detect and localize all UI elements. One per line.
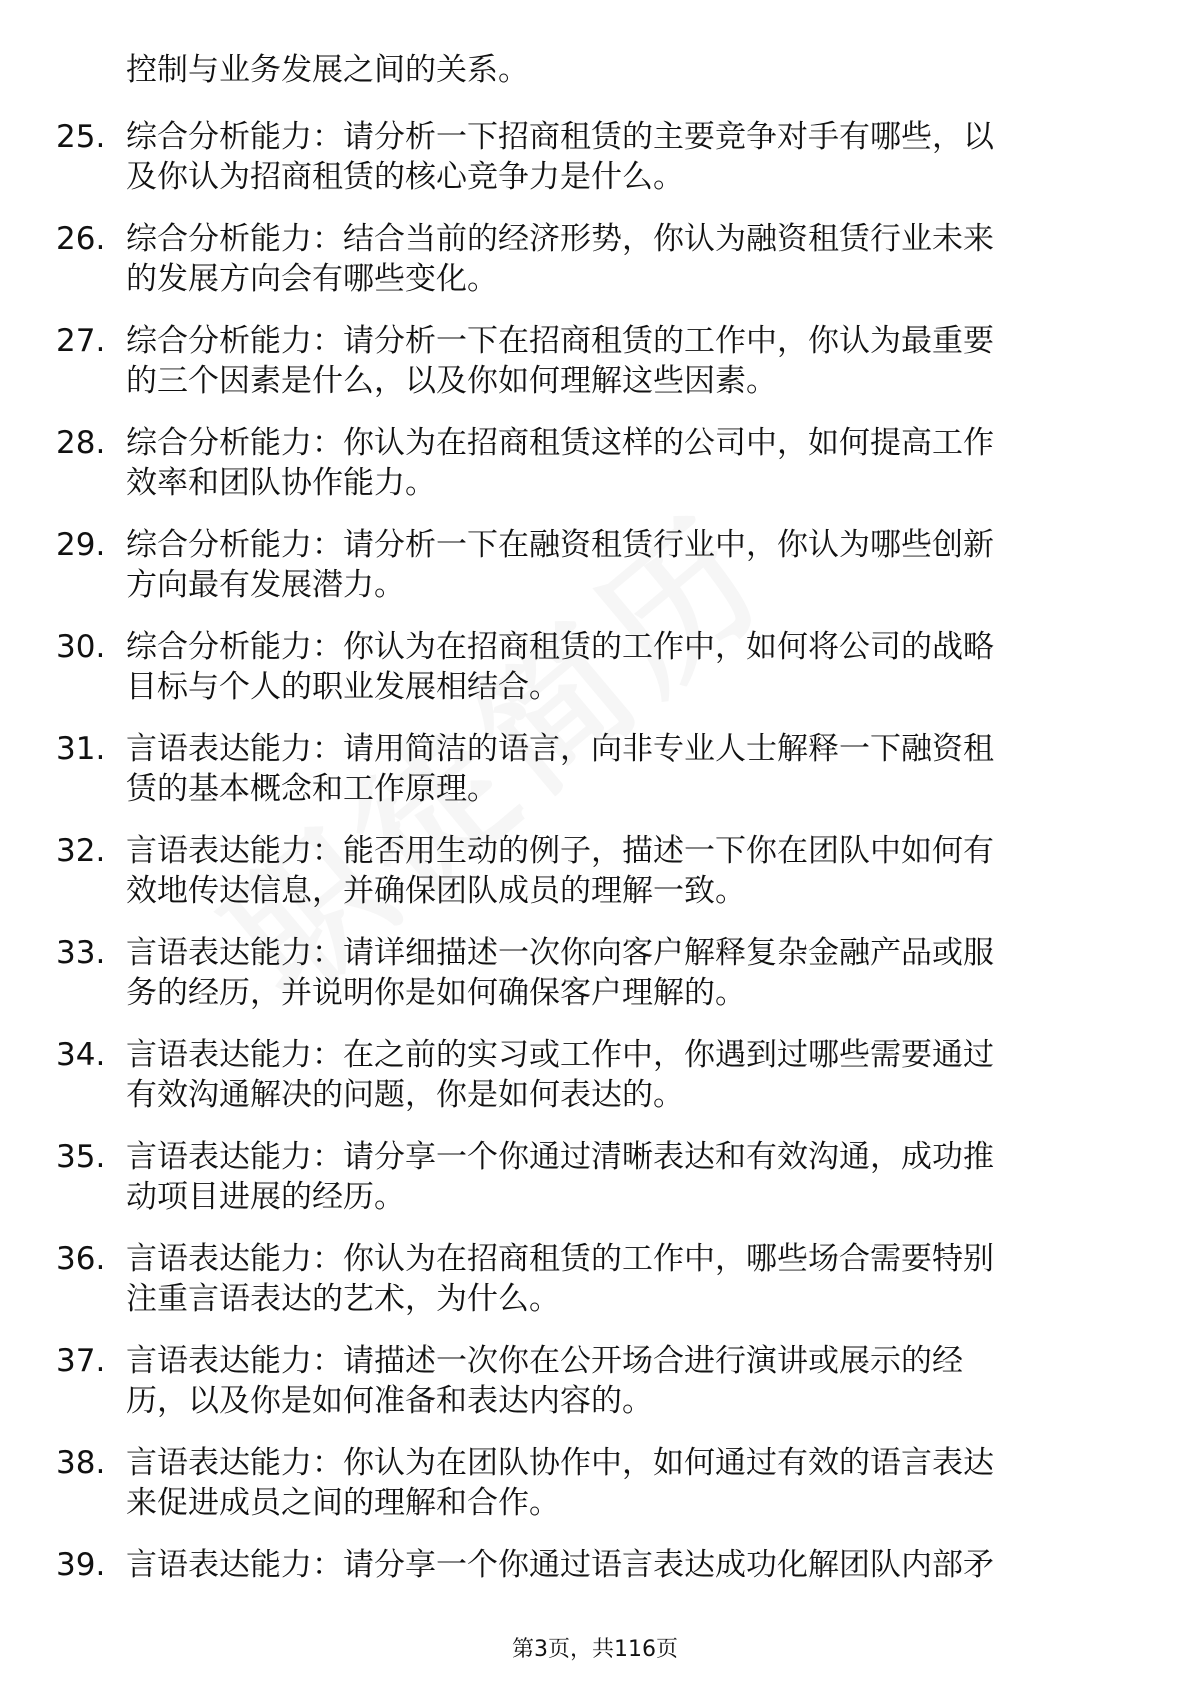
item-number: 38. [56, 1445, 106, 1481]
list-item [0, 933, 1190, 1035]
list-item [0, 729, 1190, 831]
item-number: 34. [56, 1037, 106, 1073]
list-item [0, 627, 1190, 729]
item-text [126, 525, 1136, 605]
item-line: 效率和团队协作能力。 [126, 465, 436, 501]
item-line: 言语表达能力：能否用生动的例子，描述一下你在团队中如何有 [126, 833, 994, 869]
item-line: 言语表达能力：请描述一次你在公开场合进行演讲或展示的经 [126, 1343, 963, 1379]
page-footer: 第3页，共116页 [512, 1637, 678, 1662]
item-line: 言语表达能力：你认为在团队协作中，如何通过有效的语言表达 [126, 1445, 994, 1481]
item-line: 综合分析能力：你认为在招商租赁这样的公司中，如何提高工作 [126, 425, 994, 461]
item-line: 综合分析能力：请分析一下在招商租赁的工作中，你认为最重要 [126, 323, 994, 359]
item-line: 动项目进展的经历。 [126, 1179, 405, 1215]
item-number: 30. [56, 629, 106, 665]
item-text [126, 729, 1136, 809]
item-text [126, 1137, 1136, 1217]
item-text [126, 1239, 1136, 1319]
list-item [0, 219, 1190, 321]
list-item [0, 1545, 1190, 1647]
item-line: 综合分析能力：请分析一下招商租赁的主要竞争对手有哪些，以 [126, 119, 994, 155]
list-item [0, 831, 1190, 933]
item-line: 赁的基本概念和工作原理。 [126, 771, 498, 807]
item-text [126, 219, 1136, 299]
item-line: 历，以及你是如何准备和表达内容的。 [126, 1383, 653, 1419]
list-item [0, 1137, 1190, 1239]
item-line: 言语表达能力：在之前的实习或工作中，你遇到过哪些需要通过 [126, 1037, 994, 1073]
item-text [126, 1443, 1136, 1523]
item-line: 及你认为招商租赁的核心竞争力是什么。 [126, 159, 684, 195]
list-item [0, 1035, 1190, 1137]
item-line: 来促进成员之间的理解和合作。 [126, 1485, 560, 1521]
item-number: 27. [56, 323, 106, 359]
item-number: 39. [56, 1547, 106, 1583]
list-item [0, 525, 1190, 627]
item-number: 36. [56, 1241, 106, 1277]
item-text [126, 1035, 1136, 1115]
item-line: 言语表达能力：请分享一个你通过语言表达成功化解团队内部矛 [126, 1547, 994, 1583]
item-text [126, 933, 1136, 1013]
item-line: 言语表达能力：请详细描述一次你向客户解释复杂金融产品或服 [126, 935, 994, 971]
item-number: 29. [56, 527, 106, 563]
item-line: 方向最有发展潜力。 [126, 567, 405, 603]
item-line: 综合分析能力：结合当前的经济形势，你认为融资租赁行业未来 [126, 221, 994, 257]
item-text [126, 423, 1136, 503]
item-line: 言语表达能力：请分享一个你通过清晰表达和有效沟通，成功推 [126, 1139, 994, 1175]
item-text [126, 1341, 1136, 1421]
item-line: 注重言语表达的艺术，为什么。 [126, 1281, 560, 1317]
item-text [126, 627, 1136, 707]
item-line: 有效沟通解决的问题，你是如何表达的。 [126, 1077, 684, 1113]
list-item [0, 321, 1190, 423]
item-line: 效地传达信息，并确保团队成员的理解一致。 [126, 873, 746, 909]
item-number: 25. [56, 119, 106, 155]
item-text [126, 831, 1136, 911]
item-line: 目标与个人的职业发展相结合。 [126, 669, 560, 705]
item-line: 综合分析能力：请分析一下在融资租赁行业中，你认为哪些创新 [126, 527, 994, 563]
item-number: 26. [56, 221, 106, 257]
item-text [126, 117, 1136, 197]
list-item [0, 1239, 1190, 1341]
item-number: 28. [56, 425, 106, 461]
item-line: 的发展方向会有哪些变化。 [126, 261, 498, 297]
question-list [0, 117, 1190, 1647]
list-item [0, 1341, 1190, 1443]
item-number: 35. [56, 1139, 106, 1175]
item-line: 的三个因素是什么，以及你如何理解这些因素。 [126, 363, 777, 399]
item-line: 言语表达能力：你认为在招商租赁的工作中，哪些场合需要特别 [126, 1241, 994, 1277]
list-item [0, 1443, 1190, 1545]
item-line: 综合分析能力：你认为在招商租赁的工作中，如何将公司的战略 [126, 629, 994, 665]
item-number: 31. [56, 731, 106, 767]
item-number: 33. [56, 935, 106, 971]
item-number: 37. [56, 1343, 106, 1379]
item-line: 务的经历，并说明你是如何确保客户理解的。 [126, 975, 746, 1011]
item-number: 32. [56, 833, 106, 869]
item-text [126, 1545, 1136, 1585]
list-item [0, 423, 1190, 525]
item-text [126, 321, 1136, 401]
continuation-text: 控制与业务发展之间的关系。 [126, 52, 529, 88]
item-line: 言语表达能力：请用简洁的语言，向非专业人士解释一下融资租 [126, 731, 994, 767]
list-item [0, 117, 1190, 219]
